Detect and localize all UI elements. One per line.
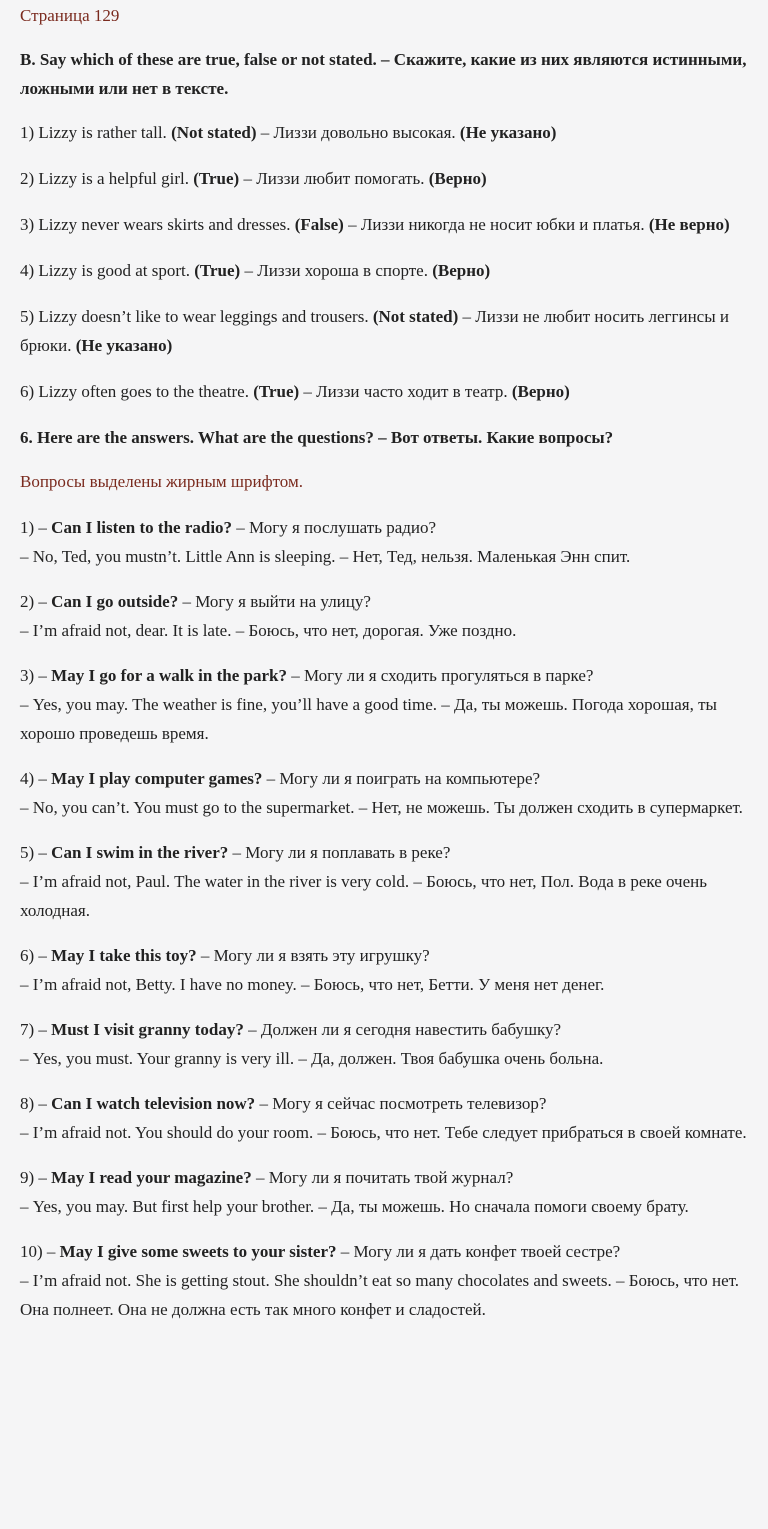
- question-en: May I go for a walk in the park?: [51, 666, 287, 685]
- question-en: May I take this toy?: [51, 946, 197, 965]
- item-number: 4): [20, 261, 39, 280]
- statement-en: Lizzy is rather tall.: [38, 123, 172, 142]
- qa-item: [20, 941, 750, 999]
- item-number: 5) –: [20, 843, 52, 862]
- statement-mark-ru: (Не верно): [648, 215, 730, 234]
- qa-item: [20, 513, 750, 571]
- item-number: 1): [20, 123, 39, 142]
- qa-item: [20, 587, 750, 645]
- statement-mark-ru: (Не указано): [75, 336, 173, 355]
- qa-item: [20, 1015, 750, 1073]
- statement-ru: – Лиззи довольно высокая.: [256, 123, 460, 142]
- statement-mark: (True): [253, 382, 300, 401]
- statement-ru: – Лиззи не любит носить леггинсы и брюки.: [20, 307, 729, 355]
- statement-en: Lizzy is a helpful girl.: [38, 169, 194, 188]
- item-number: 10) –: [20, 1242, 60, 1261]
- statement-mark: (True): [193, 169, 240, 188]
- item-number: 6): [20, 382, 39, 401]
- question-en: Can I watch television now?: [51, 1094, 256, 1113]
- statement-item: [20, 256, 750, 285]
- answer: – Yes, you may. But first help your brother. – Да, ты можешь. Но сначала помоги своему брату.: [20, 1197, 689, 1216]
- item-number: 9) –: [20, 1168, 52, 1187]
- question-ru: – Могу ли я поиграть на компьютере?: [262, 769, 541, 788]
- statement-en: Lizzy doesn’t like to wear leggings and trousers.: [38, 307, 373, 326]
- qa-item: [20, 838, 750, 925]
- item-number: 2) –: [20, 592, 52, 611]
- item-number: 5): [20, 307, 39, 326]
- statement-item: [20, 164, 750, 193]
- statement-mark-ru: (Верно): [511, 382, 570, 401]
- question-en: May I give some sweets to your sister?: [59, 1242, 337, 1261]
- question-ru: – Могу ли я почитать твой журнал?: [251, 1168, 514, 1187]
- item-number: 1) –: [20, 518, 52, 537]
- statement-mark-ru: (Верно): [432, 261, 491, 280]
- item-number: 6) –: [20, 946, 52, 965]
- section-6-heading: 6. Here are the answers. What are the questions? – Вот ответы. Какие вопросы?: [20, 428, 614, 447]
- statement-ru: – Лиззи хороша в спорте.: [240, 261, 433, 280]
- statement-item: [20, 118, 750, 147]
- question-ru: – Могу ли я взять эту игрушку?: [196, 946, 430, 965]
- qa-item: [20, 1089, 750, 1147]
- question-ru: – Могу я послушать радио?: [232, 518, 437, 537]
- statement-en: Lizzy never wears skirts and dresses.: [38, 215, 295, 234]
- question-en: May I read your magazine?: [51, 1168, 252, 1187]
- item-number: 8) –: [20, 1094, 52, 1113]
- question-ru: – Могу я выйти на улицу?: [178, 592, 371, 611]
- statement-mark-ru: (Не указано): [459, 123, 557, 142]
- question-ru: – Могу я сейчас посмотреть телевизор?: [255, 1094, 547, 1113]
- question-en: May I play computer games?: [51, 769, 263, 788]
- answer: – I’m afraid not. She is getting stout. She shouldn’t eat so many chocolates and sweets. – Боюсь, что нет. Она полнеет. Она не должна есть так много конфет и сладостей.: [20, 1271, 740, 1319]
- qa-item: [20, 1163, 750, 1221]
- statement-en: Lizzy is good at sport.: [38, 261, 195, 280]
- qa-item: [20, 764, 750, 822]
- section-b-list: [20, 118, 750, 406]
- statement-item: [20, 377, 750, 406]
- item-number: 2): [20, 169, 39, 188]
- answer: – I’m afraid not, Betty. I have no money. – Боюсь, что нет, Бетти. У меня нет денег.: [20, 975, 605, 994]
- question-ru: – Могу ли я дать конфет твоей сестре?: [336, 1242, 621, 1261]
- statement-en: Lizzy often goes to the theatre.: [38, 382, 254, 401]
- statement-item: [20, 302, 750, 360]
- answer: – I’m afraid not, dear. It is late. – Боюсь, что нет, дорогая. Уже поздно.: [20, 621, 517, 640]
- answer: – I’m afraid not, Paul. The water in the river is very cold. – Боюсь, что нет, Пол. Вода в реке очень холодная.: [20, 872, 707, 920]
- answer: – No, you can’t. You must go to the supermarket. – Нет, не можешь. Ты должен сходить в супермаркет.: [20, 798, 743, 817]
- qa-item: [20, 1237, 750, 1324]
- statement-mark-ru: (Верно): [428, 169, 487, 188]
- item-number: 7) –: [20, 1020, 52, 1039]
- item-number: 4) –: [20, 769, 52, 788]
- question-ru: – Должен ли я сегодня навестить бабушку?: [243, 1020, 562, 1039]
- statement-item: [20, 210, 750, 239]
- statement-mark: (False): [294, 215, 344, 234]
- section-b-heading: B. Say which of these are true, false or not stated. – Скажите, какие из них являются истинными, ложными или нет в тексте.: [20, 50, 747, 98]
- question-ru: – Могу ли я сходить прогуляться в парке?: [286, 666, 594, 685]
- statement-ru: – Лиззи часто ходит в театр.: [299, 382, 512, 401]
- question-ru: – Могу ли я поплавать в реке?: [228, 843, 451, 862]
- question-en: Can I listen to the radio?: [51, 518, 233, 537]
- answer: – I’m afraid not. You should do your room. – Боюсь, что нет. Тебе следует прибраться в своей комнате.: [20, 1123, 747, 1142]
- section-6-note: Вопросы выделены жирным шрифтом.: [20, 472, 303, 491]
- statement-mark: (Not stated): [171, 123, 257, 142]
- statement-ru: – Лиззи любит помогать.: [239, 169, 429, 188]
- statement-mark: (Not stated): [372, 307, 459, 326]
- answer: – Yes, you must. Your granny is very ill. – Да, должен. Твоя бабушка очень больна.: [20, 1049, 604, 1068]
- page-number: Страница 129: [20, 6, 120, 25]
- qa-item: [20, 661, 750, 748]
- question-en: Can I swim in the river?: [51, 843, 229, 862]
- question-en: Must I visit granny today?: [51, 1020, 244, 1039]
- statement-mark: (True): [194, 261, 241, 280]
- answer: – No, Ted, you mustn’t. Little Ann is sleeping. – Нет, Тед, нельзя. Маленькая Энн спит.: [20, 547, 631, 566]
- item-number: 3): [20, 215, 39, 234]
- statement-ru: – Лиззи никогда не носит юбки и платья.: [343, 215, 649, 234]
- question-en: Can I go outside?: [51, 592, 179, 611]
- answer: – Yes, you may. The weather is fine, you’ll have a good time. – Да, ты можешь. Погода хорошая, ты хорошо проведешь время.: [20, 695, 717, 743]
- item-number: 3) –: [20, 666, 52, 685]
- qa-list: [20, 513, 750, 1324]
